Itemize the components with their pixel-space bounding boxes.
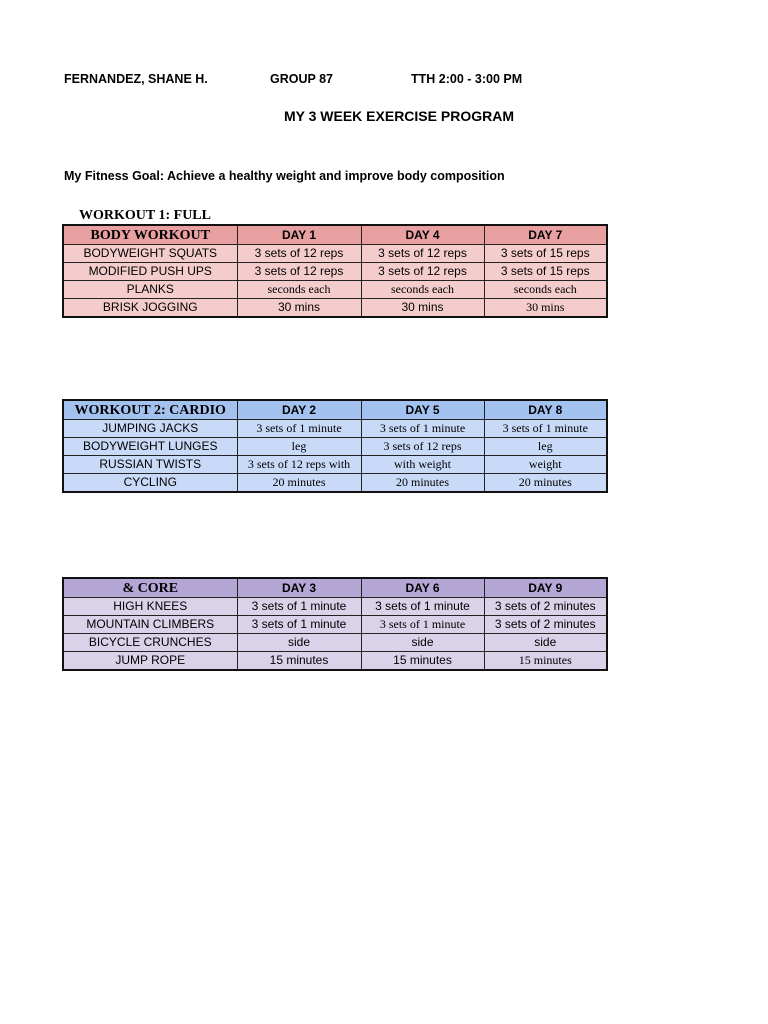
exercise-value: 3 sets of 12 reps (361, 263, 484, 281)
exercise-value: 3 sets of 12 reps (361, 245, 484, 263)
table-row (63, 245, 607, 263)
workout1-title-line2: BODY WORKOUT (63, 225, 237, 245)
table-row (63, 438, 607, 456)
table-row (63, 420, 607, 438)
workout1-title-line1: WORKOUT 1: FULL (79, 208, 211, 223)
exercise-name: BODYWEIGHT SQUATS (63, 245, 237, 263)
exercise-value: 15 minutes (361, 652, 484, 671)
exercise-name: JUMP ROPE (63, 652, 237, 671)
exercise-value: side (361, 634, 484, 652)
exercise-value: 3 sets of 1 minute (361, 616, 484, 634)
student-name: FERNANDEZ, SHANE H. (64, 72, 208, 86)
exercise-value: 3 sets of 1 minute (237, 420, 361, 438)
table-row (63, 281, 607, 299)
exercise-value: with weight (361, 456, 484, 474)
table-row (63, 263, 607, 281)
exercise-value: seconds each (484, 281, 607, 299)
exercise-value: 15 minutes (237, 652, 361, 671)
exercise-value: 3 sets of 2 minutes (484, 598, 607, 616)
exercise-name: HIGH KNEES (63, 598, 237, 616)
exercise-value: 3 sets of 2 minutes (484, 616, 607, 634)
exercise-value: leg (237, 438, 361, 456)
exercise-value: 3 sets of 1 minute (361, 420, 484, 438)
exercise-name: BODYWEIGHT LUNGES (63, 438, 237, 456)
table-row (63, 652, 607, 671)
exercise-value: 3 sets of 12 reps with (237, 456, 361, 474)
day-header: DAY 8 (484, 400, 607, 420)
table-row (63, 474, 607, 493)
exercise-name: JUMPING JACKS (63, 420, 237, 438)
exercise-name: PLANKS (63, 281, 237, 299)
fitness-goal: My Fitness Goal: Achieve a healthy weight and improve body composition (64, 169, 505, 183)
day-header: DAY 2 (237, 400, 361, 420)
exercise-value: 3 sets of 1 minute (484, 420, 607, 438)
table-row (63, 598, 607, 616)
day-header: DAY 7 (484, 225, 607, 245)
table-row (63, 634, 607, 652)
day-header: DAY 1 (237, 225, 361, 245)
day-header: DAY 6 (361, 578, 484, 598)
exercise-value: 3 sets of 12 reps (361, 438, 484, 456)
exercise-value: side (484, 634, 607, 652)
day-header: DAY 3 (237, 578, 361, 598)
exercise-value: 3 sets of 12 reps (237, 245, 361, 263)
table-header-row (63, 400, 607, 420)
workout2-table (62, 399, 608, 493)
exercise-value: 3 sets of 1 minute (237, 616, 361, 634)
workout1-table (62, 224, 608, 318)
exercise-name: MOUNTAIN CLIMBERS (63, 616, 237, 634)
table-row (63, 456, 607, 474)
workout3-title: & CORE (63, 578, 237, 598)
exercise-value: seconds each (237, 281, 361, 299)
exercise-value: 3 sets of 1 minute (361, 598, 484, 616)
workout3-table (62, 577, 608, 671)
exercise-name: BRISK JOGGING (63, 299, 237, 318)
exercise-value: 30 mins (237, 299, 361, 318)
exercise-value: leg (484, 438, 607, 456)
exercise-value: 20 minutes (237, 474, 361, 493)
exercise-value: seconds each (361, 281, 484, 299)
exercise-value: weight (484, 456, 607, 474)
day-header: DAY 4 (361, 225, 484, 245)
exercise-value: 20 minutes (361, 474, 484, 493)
exercise-value: 30 mins (361, 299, 484, 318)
table-row (63, 299, 607, 318)
table-header-row (63, 578, 607, 598)
exercise-name: MODIFIED PUSH UPS (63, 263, 237, 281)
exercise-name: RUSSIAN TWISTS (63, 456, 237, 474)
workout2-title: WORKOUT 2: CARDIO (63, 400, 237, 420)
day-header: DAY 9 (484, 578, 607, 598)
schedule-label: TTH 2:00 - 3:00 PM (411, 72, 523, 86)
table-row (63, 616, 607, 634)
exercise-value: 15 minutes (484, 652, 607, 671)
exercise-value: 3 sets of 1 minute (237, 598, 361, 616)
exercise-value: 3 sets of 15 reps (484, 245, 607, 263)
exercise-value: 20 minutes (484, 474, 607, 493)
exercise-value: 3 sets of 12 reps (237, 263, 361, 281)
exercise-name: CYCLING (63, 474, 237, 493)
exercise-value: 30 mins (484, 299, 607, 318)
exercise-name: BICYCLE CRUNCHES (63, 634, 237, 652)
page-title: MY 3 WEEK EXERCISE PROGRAM (283, 108, 514, 124)
exercise-value: 3 sets of 15 reps (484, 263, 607, 281)
group-label: GROUP 87 (270, 72, 333, 86)
day-header: DAY 5 (361, 400, 484, 420)
table-header-row (63, 225, 607, 245)
exercise-value: side (237, 634, 361, 652)
